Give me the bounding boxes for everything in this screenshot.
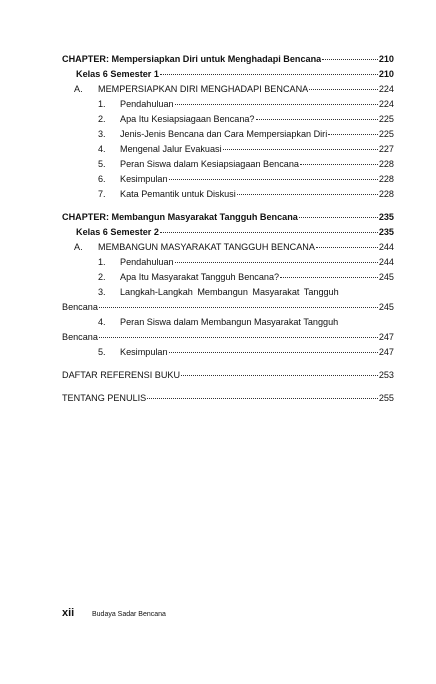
toc-class-2[interactable] — [62, 225, 394, 240]
toc-page-number: 255 — [378, 393, 394, 403]
dot-leader — [175, 104, 378, 105]
toc-page-number: 228 — [378, 174, 394, 184]
toc-item-title-continued: Bencana — [62, 302, 98, 312]
dot-leader — [316, 247, 378, 248]
toc-item-title: Apa Itu Kesiapsiagaan Bencana? — [120, 114, 255, 124]
dot-leader — [147, 398, 378, 399]
toc-chapter-title: CHAPTER: Membangun Masyarakat Tangguh Bencana — [62, 212, 298, 222]
toc-section-title: MEMPERSIAPKAN DIRI MENGHADAPI BENCANA — [98, 84, 309, 94]
dot-leader — [299, 217, 378, 218]
dot-leader — [160, 232, 378, 233]
toc-item-title: Peran Siswa dalam Membangun Masyarakat Tangguh — [120, 317, 339, 327]
table-of-contents — [62, 52, 394, 406]
toc-page-number: 228 — [378, 189, 394, 199]
toc-item-number: 2. — [98, 114, 106, 124]
toc-page-number: 210 — [378, 69, 394, 79]
toc-section-1a[interactable] — [62, 82, 394, 97]
toc-item-title: Pendahuluan — [120, 99, 174, 109]
toc-item-number: 4. — [98, 144, 106, 154]
toc-item[interactable] — [62, 112, 394, 127]
toc-page-number: 244 — [378, 242, 394, 252]
toc-page-number: 253 — [378, 370, 394, 380]
toc-item-title: Kesimpulan — [120, 174, 168, 184]
dot-leader — [181, 375, 378, 376]
dot-leader — [160, 74, 378, 75]
dot-leader — [328, 134, 378, 135]
toc-item-number: 5. — [98, 159, 106, 169]
toc-item[interactable] — [62, 142, 394, 157]
toc-item[interactable] — [62, 157, 394, 172]
dot-leader — [99, 337, 378, 338]
toc-item-wrapped-first-line[interactable] — [62, 315, 394, 330]
toc-chapter-1[interactable] — [62, 52, 394, 67]
toc-item-title: Jenis-Jenis Bencana dan Cara Mempersiapkan Diri — [120, 129, 328, 139]
toc-item-number: 7. — [98, 189, 106, 199]
toc-chapter-2[interactable] — [62, 210, 394, 225]
dot-leader — [169, 352, 378, 353]
toc-item-title: Mengenal Jalur Evakuasi — [120, 144, 222, 154]
toc-author-title: TENTANG PENULIS — [62, 393, 147, 403]
dot-leader — [280, 277, 378, 278]
toc-item[interactable] — [62, 270, 394, 285]
toc-page-number: 244 — [378, 257, 394, 267]
toc-item[interactable] — [62, 255, 394, 270]
toc-section-title: MEMBANGUN MASYARAKAT TANGGUH BENCANA — [98, 242, 315, 252]
dot-leader — [322, 59, 378, 60]
toc-item-number: 1. — [98, 99, 106, 109]
footer-book-title: Budaya Sadar Bencana — [92, 611, 166, 618]
toc-page-number: 235 — [378, 227, 394, 237]
dot-leader — [237, 194, 378, 195]
toc-item-wrapped-first-line[interactable] — [62, 285, 394, 300]
toc-page-number: 224 — [378, 99, 394, 109]
dot-leader — [309, 89, 378, 90]
toc-item[interactable] — [62, 172, 394, 187]
toc-references[interactable] — [62, 368, 394, 383]
toc-item-number: 3. — [98, 287, 106, 297]
dot-leader — [256, 119, 378, 120]
toc-item-number: 5. — [98, 347, 106, 357]
toc-item-number: 1. — [98, 257, 106, 267]
toc-author[interactable] — [62, 391, 394, 406]
footer-page-number: xii — [62, 607, 75, 619]
toc-item-title: Pendahuluan — [120, 257, 174, 267]
toc-page-number: 225 — [378, 114, 394, 124]
dot-leader — [175, 262, 378, 263]
toc-item-title-continued: Bencana — [62, 332, 98, 342]
dot-leader — [99, 307, 378, 308]
toc-item-title: Apa Itu Masyarakat Tangguh Bencana? — [120, 272, 280, 282]
dot-leader — [169, 179, 378, 180]
toc-class-title: Kelas 6 Semester 1 — [76, 69, 159, 79]
toc-section-letter: A. — [74, 242, 83, 252]
toc-references-title: DAFTAR REFERENSI BUKU — [62, 370, 181, 380]
toc-item-number: 3. — [98, 129, 106, 139]
toc-page-number: 210 — [378, 54, 394, 64]
toc-class-title: Kelas 6 Semester 2 — [76, 227, 159, 237]
toc-page-number: 247 — [378, 347, 394, 357]
toc-page-number: 235 — [378, 212, 394, 222]
toc-item-title: Kesimpulan — [120, 347, 168, 357]
toc-page-number: 245 — [378, 302, 394, 312]
toc-page-number: 227 — [378, 144, 394, 154]
toc-item-number: 4. — [98, 317, 106, 327]
toc-item-title: Kata Pemantik untuk Diskusi — [120, 189, 236, 199]
toc-page-number: 247 — [378, 332, 394, 342]
toc-item-number: 6. — [98, 174, 106, 184]
toc-section-letter: A. — [74, 84, 83, 94]
toc-section-2a[interactable] — [62, 240, 394, 255]
toc-item[interactable] — [62, 187, 394, 202]
spacer — [62, 383, 394, 391]
toc-page-number: 224 — [378, 84, 394, 94]
dot-leader — [223, 149, 378, 150]
dot-leader — [300, 164, 378, 165]
toc-item-title: Peran Siswa dalam Kesiapsiagaan Bencana — [120, 159, 299, 169]
toc-class-1[interactable] — [62, 67, 394, 82]
toc-item-wrapped-second-line[interactable] — [62, 330, 394, 345]
spacer — [62, 360, 394, 368]
toc-item-number: 2. — [98, 272, 106, 282]
toc-page-number: 245 — [378, 272, 394, 282]
toc-item[interactable] — [62, 345, 394, 360]
toc-item[interactable] — [62, 97, 394, 112]
toc-item[interactable] — [62, 127, 394, 142]
toc-item-wrapped-second-line[interactable] — [62, 300, 394, 315]
spacer — [62, 202, 394, 210]
page-footer — [62, 607, 166, 619]
toc-chapter-title: CHAPTER: Mempersiapkan Diri untuk Menghadapi Bencana — [62, 54, 322, 64]
toc-item-title: Langkah-Langkah Membangun Masyarakat Tangguh — [120, 287, 339, 297]
toc-page-number: 225 — [378, 129, 394, 139]
toc-page-number: 228 — [378, 159, 394, 169]
